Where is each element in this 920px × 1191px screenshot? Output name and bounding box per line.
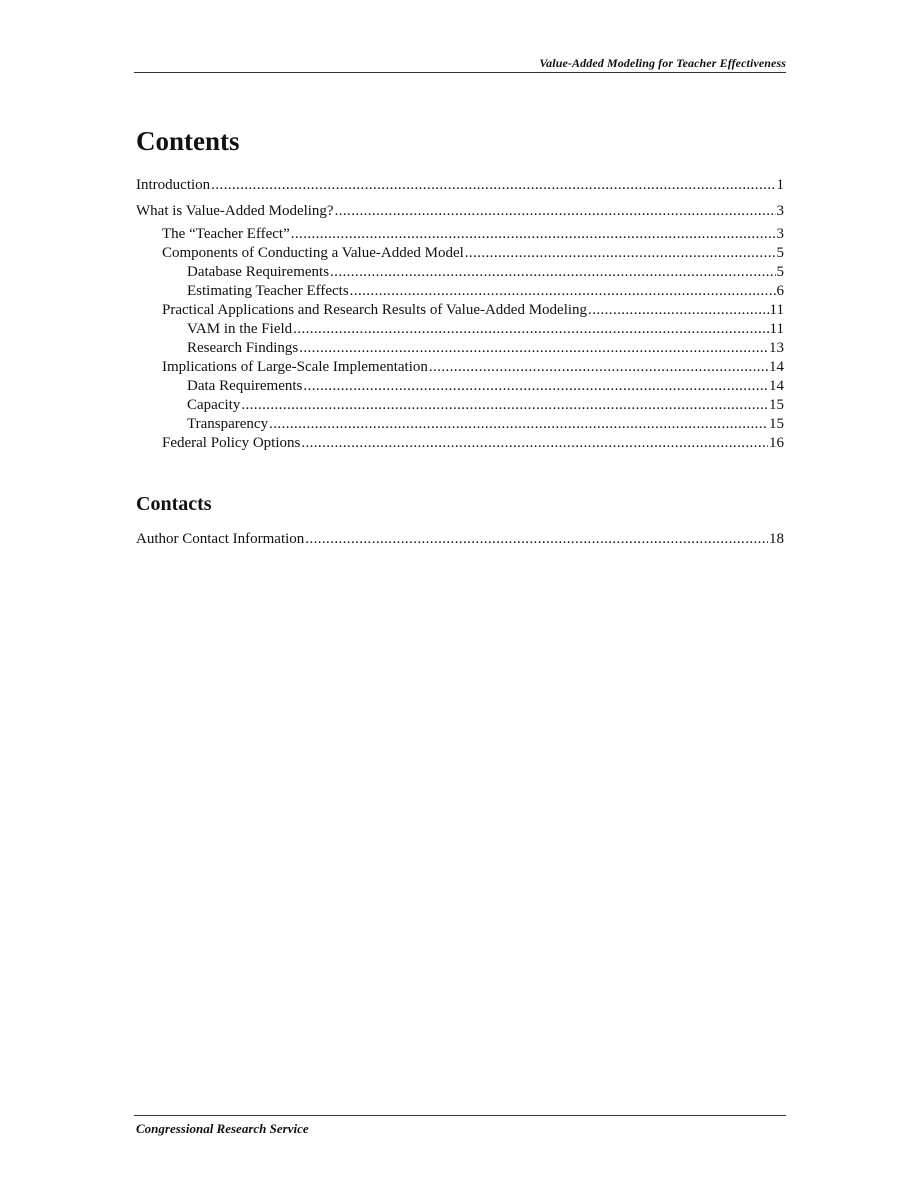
dot-leader: [330, 263, 775, 282]
toc-page-number: 1: [776, 177, 784, 193]
toc-entry-label: VAM in the Field: [187, 321, 293, 337]
toc-entry-implications[interactable]: [162, 358, 784, 377]
toc-entry-label: The “Teacher Effect”: [162, 226, 290, 242]
dot-leader: [299, 339, 768, 358]
toc-entry-label: Practical Applications and Research Results of Value-Added Modeling: [162, 302, 588, 318]
toc-entry-transparency[interactable]: [187, 415, 784, 434]
dot-leader: [269, 415, 768, 434]
header-divider: [134, 72, 786, 73]
toc-entry-label: Database Requirements: [187, 264, 330, 280]
toc-entry-label: Introduction: [136, 177, 211, 193]
toc-entry-vam-in-the-field[interactable]: [187, 320, 784, 339]
dot-leader: [429, 358, 768, 377]
toc-page-number: 15: [769, 416, 784, 432]
contents-heading: Contents: [136, 126, 240, 156]
dot-leader: [291, 225, 776, 244]
toc-entry-label: Components of Conducting a Value-Added Model: [162, 245, 464, 261]
toc-entry-author-contact-information[interactable]: [136, 530, 784, 549]
toc-entry-research-findings[interactable]: [187, 339, 784, 358]
toc-page-number: 3: [776, 203, 784, 219]
dot-leader: [301, 434, 768, 453]
toc-entry-practical-applications[interactable]: [162, 301, 784, 320]
toc-page-number: 3: [776, 226, 784, 242]
dot-leader: [588, 301, 769, 320]
toc-entry-introduction[interactable]: [136, 176, 784, 195]
toc-page-number: 14: [769, 378, 784, 394]
toc-page-number: 6: [776, 283, 784, 299]
toc-page-number: 11: [769, 321, 784, 337]
contacts-heading: Contacts: [136, 493, 212, 515]
toc-entry-label: Research Findings: [187, 340, 299, 356]
toc-entry-what-is-value-added-modeling[interactable]: [136, 202, 784, 221]
toc-page-number: 11: [769, 302, 784, 318]
toc-page-number: 5: [776, 245, 784, 261]
toc-page-number: 5: [776, 264, 784, 280]
dot-leader: [335, 202, 776, 221]
toc-entry-capacity[interactable]: [187, 396, 784, 415]
toc-entry-teacher-effect[interactable]: [162, 225, 784, 244]
toc-entry-label: Data Requirements: [187, 378, 303, 394]
running-header-title: Value-Added Modeling for Teacher Effectiveness: [539, 56, 786, 70]
toc-entry-label: Capacity: [187, 397, 241, 413]
toc-entry-label: Estimating Teacher Effects: [187, 283, 349, 299]
toc-entry-label: What is Value-Added Modeling?: [136, 203, 334, 219]
toc-entry-federal-policy-options[interactable]: [162, 434, 784, 453]
dot-leader: [350, 282, 776, 301]
toc-page-number: 15: [769, 397, 784, 413]
footer-divider: [134, 1115, 786, 1116]
toc-entry-database-requirements[interactable]: [187, 263, 784, 282]
toc-entry-estimating-teacher-effects[interactable]: [187, 282, 784, 301]
toc-page-number: 13: [769, 340, 784, 356]
toc-page-number: 16: [769, 435, 784, 451]
toc-entry-data-requirements[interactable]: [187, 377, 784, 396]
toc-page-number: 14: [769, 359, 784, 375]
dot-leader: [293, 320, 768, 339]
dot-leader: [241, 396, 768, 415]
toc-page-number: 18: [769, 531, 784, 547]
dot-leader: [211, 176, 775, 195]
toc-entry-label: Author Contact Information: [136, 531, 305, 547]
toc-entry-label: Transparency: [187, 416, 269, 432]
running-footer-organization: Congressional Research Service: [136, 1121, 309, 1136]
dot-leader: [465, 244, 776, 263]
dot-leader: [305, 530, 768, 549]
toc-entry-label: Implications of Large-Scale Implementation: [162, 359, 428, 375]
toc-entry-label: Federal Policy Options: [162, 435, 301, 451]
toc-entry-components[interactable]: [162, 244, 784, 263]
dot-leader: [303, 377, 768, 396]
